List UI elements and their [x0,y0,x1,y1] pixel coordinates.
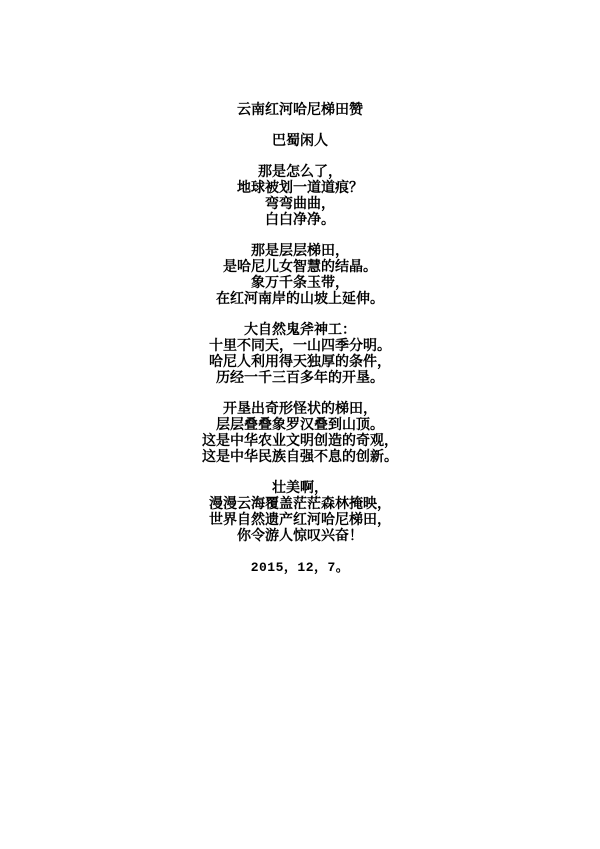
poem-line: 你令游人惊叹兴奋！ [237,529,363,544]
poem-line: 在红河南岸的山坡上延伸。 [216,292,384,307]
poem-line: 象万千条玉带， [251,276,349,291]
poem-line: 十里不同天，一山四季分明。 [209,339,391,354]
poem-line: 世界自然遗产红河哈尼梯田， [209,513,391,528]
poem-author: 巴蜀闲人 [272,134,328,149]
poem-line: 地球被划一道道痕？ [237,181,363,196]
poem-line: 开垦出奇形怪状的梯田， [223,402,377,417]
poem-stanza-3 [0,323,600,387]
poem-line: 大自然鬼斧神工： [244,323,356,338]
poem-line: 弯弯曲曲， [265,197,335,212]
poem-stanza-2 [0,244,600,308]
poem-line: 漫漫云海覆盖茫茫森林掩映， [209,497,391,512]
poem-line: 这是中华农业文明创造的奇观， [202,434,398,449]
poem-line: 是哈尼儿女智慧的结晶。 [223,260,377,275]
poem-line: 壮美啊， [272,481,328,496]
poem-title: 云南红河哈尼梯田赞 [237,103,363,118]
poem-stanza-1 [0,165,600,229]
poem-line: 哈尼人利用得天独厚的条件， [209,355,391,370]
poem-date: 2015，12，7。 [250,560,350,575]
poem-line: 那是怎么了， [258,165,342,180]
poem-stanza-4 [0,402,600,466]
poem-line: 层层叠叠象罗汉叠到山顶。 [216,418,384,433]
poem-line: 这是中华民族自强不息的创新。 [202,450,398,465]
poem-line: 白白净净。 [265,213,335,228]
poem-line: 历经一千三百多年的开垦。 [216,371,384,386]
poem-line: 那是层层梯田， [251,244,349,259]
poem-stanza-5 [0,481,600,545]
